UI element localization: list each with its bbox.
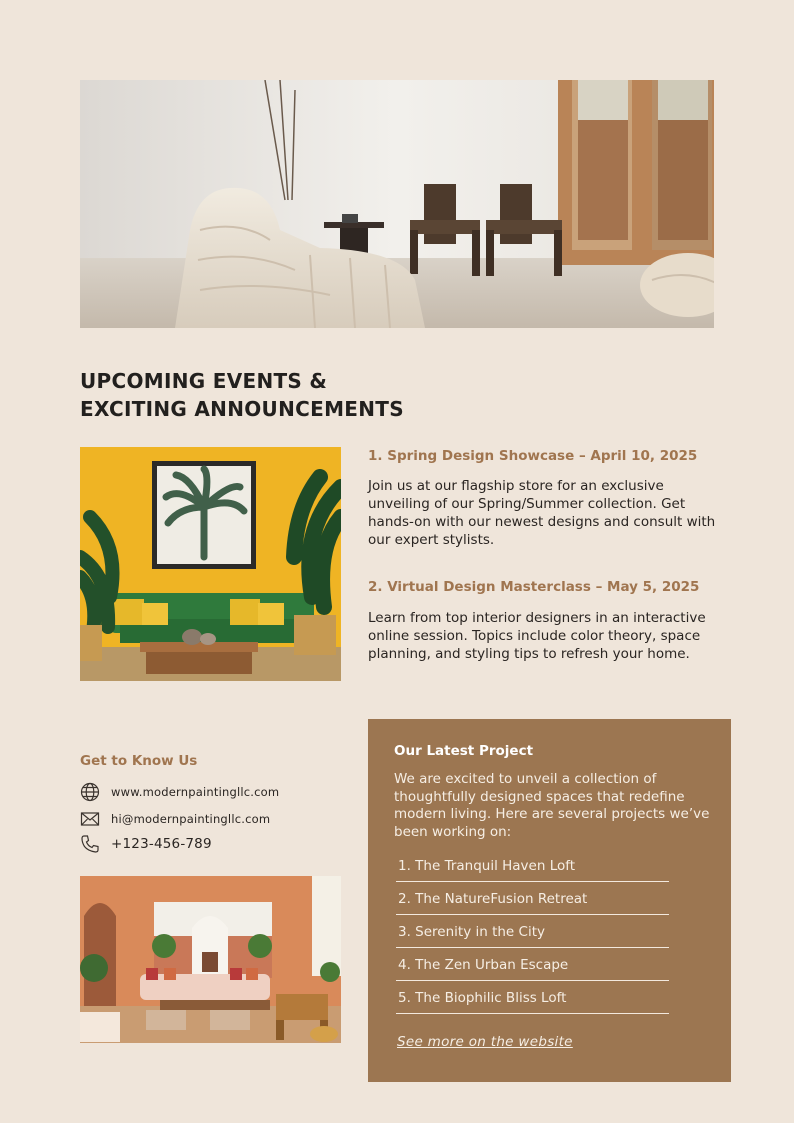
project-item-zen-urban-escape: 4. The Zen Urban Escape xyxy=(396,949,669,981)
page-title xyxy=(80,367,500,423)
project-item-tranquil-haven-loft: 1. The Tranquil Haven Loft xyxy=(396,850,669,882)
website-text[interactable]: www.modernpaintingllc.com xyxy=(111,785,280,799)
mail-icon xyxy=(80,809,100,829)
event-2-title: 2. Virtual Design Masterclass – May 5, 2025 xyxy=(368,579,700,595)
event-2-description: Learn from top interior designers in an interactive online session. Topics include color theory, space planning, and styling tips to refresh your home. xyxy=(368,610,706,662)
contact-phone[interactable] xyxy=(80,834,212,854)
see-more-link[interactable]: See more on the website xyxy=(397,1034,573,1050)
globe-icon xyxy=(80,782,100,802)
event-1-description: Join us at our flagship store for an exclusive unveiling of our Spring/Summer collection. Get hands-on with our newest designs and consult with our expert stylists. xyxy=(368,478,716,548)
phone-text[interactable]: +123-456-789 xyxy=(111,836,212,852)
project-item-serenity-in-the-city: 3. Serenity in the City xyxy=(396,916,669,948)
latest-project-title: Our Latest Project xyxy=(394,743,534,759)
page-title-line-1: UPCOMING EVENTS & xyxy=(80,369,328,393)
project-item-naturefusion-retreat: 2. The NatureFusion Retreat xyxy=(396,883,669,915)
contact-website[interactable] xyxy=(80,782,279,802)
event-1-title: 1. Spring Design Showcase – April 10, 2025 xyxy=(368,448,698,464)
terracotta-living-room-photo xyxy=(80,876,341,1043)
hero-photo xyxy=(80,80,714,328)
contact-heading: Get to Know Us xyxy=(80,753,198,769)
latest-project-intro: We are excited to unveil a collection of thoughtfully designed spaces that redefine modern living. Here are several projects we’ve been working on: xyxy=(394,771,710,840)
page-title-line-2: EXCITING ANNOUNCEMENTS xyxy=(80,397,404,421)
latest-project-panel xyxy=(368,719,731,1082)
contact-email[interactable] xyxy=(80,809,270,829)
project-item-biophilic-bliss-loft: 5. The Biophilic Bliss Loft xyxy=(396,982,669,1014)
yellow-living-room-photo xyxy=(80,447,341,681)
phone-icon xyxy=(80,834,100,854)
project-list xyxy=(396,850,669,1015)
email-text[interactable]: hi@modernpaintingllc.com xyxy=(111,812,271,826)
